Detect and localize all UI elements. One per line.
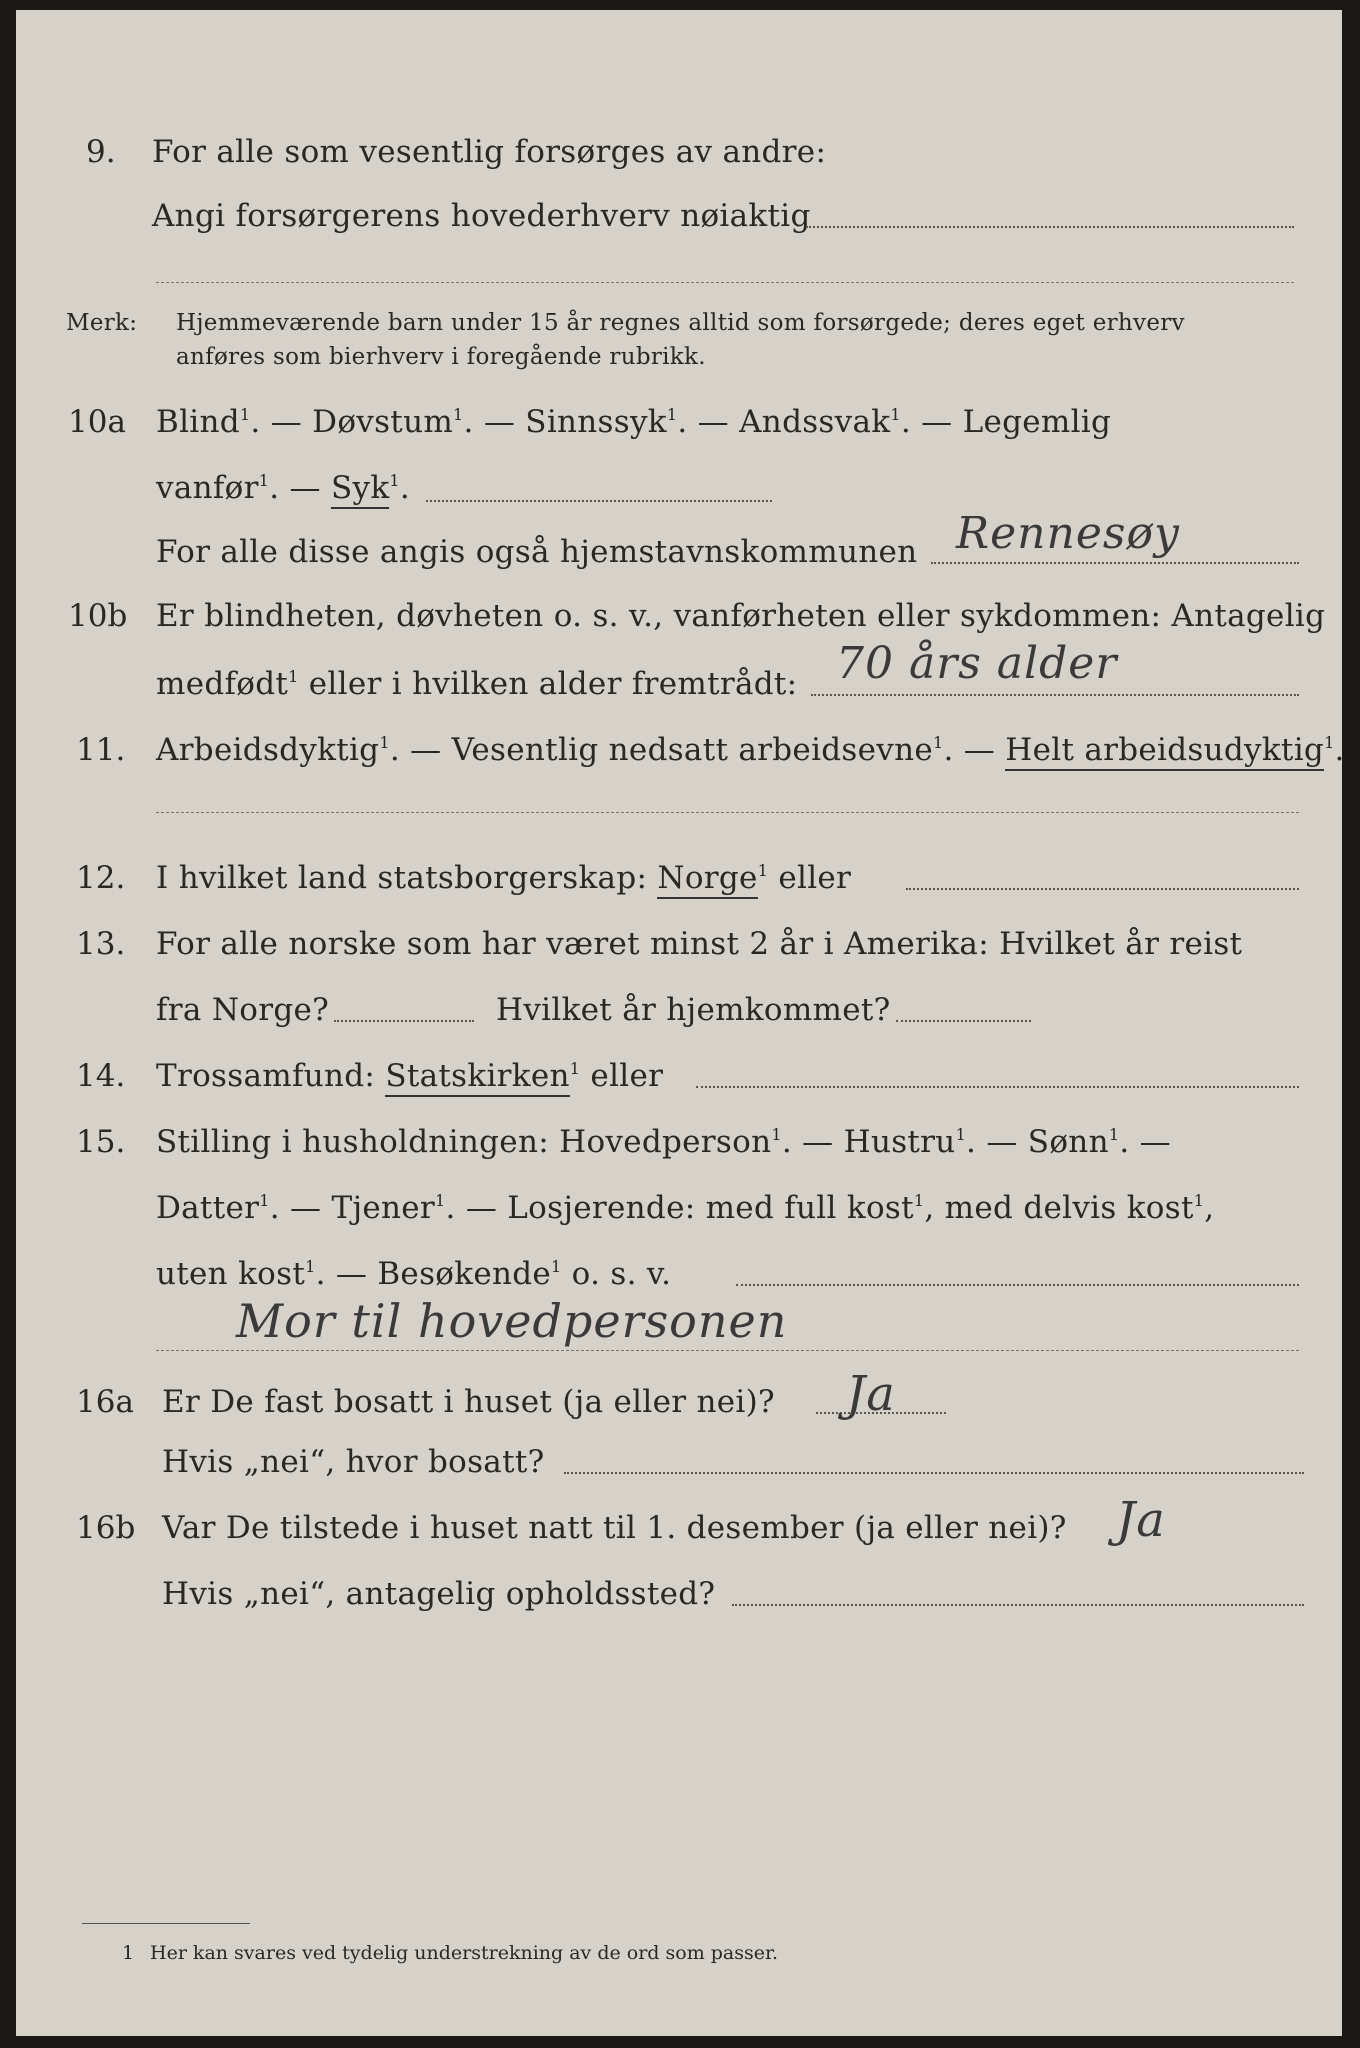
question-10b-line-1: Er blindheten, døvheten o. s. v., vanførheten eller sykdommen: Antagelig xyxy=(156,598,1326,634)
question-10a-number: 10a xyxy=(68,404,126,440)
question-11-extra-line xyxy=(156,812,1299,813)
question-13-number: 13. xyxy=(76,926,126,962)
question-9-extra-line xyxy=(156,282,1294,283)
question-14-text xyxy=(156,1056,663,1096)
question-16b-line-2: Hvis „nei“, antagelig opholdssted? xyxy=(162,1576,716,1612)
question-10a-syk-suffix: $^1$. xyxy=(389,470,411,506)
question-15-line-1: Stilling i husholdningen: Hovedperson$^1$. — Hustru$^1$. — Sønn$^1$. — xyxy=(156,1124,1171,1160)
question-16b-line-1: Var De tilstede i huset natt til 1. desember (ja eller nei)? xyxy=(162,1510,1067,1546)
question-14-answer-line xyxy=(696,1086,1299,1088)
question-10a-answer-line xyxy=(931,562,1299,564)
question-16a-line-2: Hvis „nei“, hvor bosatt? xyxy=(162,1444,545,1480)
question-12-underlined-answer: Norge xyxy=(657,860,757,899)
question-10a-syk-line xyxy=(426,500,772,502)
question-15-line-2: Datter$^1$. — Tjener$^1$. — Losjerende: med full kost$^1$, med delvis kost$^1$, xyxy=(156,1190,1215,1226)
question-12-answer-line xyxy=(906,888,1299,890)
question-10b-handwritten-answer: 70 års alder xyxy=(836,638,1118,689)
question-16b-number: 16b xyxy=(76,1510,136,1546)
question-9-line-2: Angi forsørgerens hovederhverv nøiaktig xyxy=(152,198,811,234)
note-line-2: anføres som bierhverv i foregående rubrikk. xyxy=(176,344,706,370)
question-10a-line-1: Blind$^1$. — Døvstum$^1$. — Sinnssyk$^1$. — Andssvak$^1$. — Legemlig xyxy=(156,404,1112,440)
note-label: Merk: xyxy=(66,310,138,336)
question-10a-handwritten-answer: Rennesøy xyxy=(956,508,1180,559)
question-10b-line-2: medfødt$^1$ eller i hvilken alder fremtrådt: xyxy=(156,666,798,702)
question-9-number: 9. xyxy=(86,134,116,170)
question-10a-syk-underlined: Syk xyxy=(331,470,389,509)
question-14-question: Trossamfund: xyxy=(156,1058,386,1094)
question-13-hjemkommet-line xyxy=(896,1020,1031,1022)
question-15-line-3: uten kost$^1$. — Besøkende$^1$ o. s. v. xyxy=(156,1256,672,1292)
question-16a-line-1: Er De fast bosatt i huset (ja eller nei)? xyxy=(162,1384,775,1420)
question-15-answer-line xyxy=(736,1284,1299,1286)
question-10a-line-3: For alle disse angis også hjemstavnskommunen xyxy=(156,534,918,570)
footnote-divider xyxy=(82,1923,250,1924)
question-12-number: 12. xyxy=(76,860,126,896)
question-10a-vanfor: vanfør$^1$. — xyxy=(156,470,331,506)
question-16b-handwritten-answer: Ja xyxy=(1116,1492,1166,1548)
question-14-number: 14. xyxy=(76,1058,126,1094)
question-16b-opholdssted-line xyxy=(732,1604,1304,1606)
question-9-answer-line xyxy=(806,226,1294,228)
census-form-page xyxy=(16,10,1345,2036)
question-11-underlined-answer: Helt arbeidsudyktig xyxy=(1005,732,1324,771)
question-16a-bosatt-line xyxy=(564,1472,1304,1474)
question-15-number: 15. xyxy=(76,1124,126,1160)
footnote-text: Her kan svares ved tydelig understrekning av de ord som passer. xyxy=(150,1942,779,1964)
question-9-line-1: For alle som vesentlig forsørges av andre: xyxy=(152,134,827,170)
question-11-suffix: $^1$. xyxy=(1324,732,1345,768)
question-12-question: I hvilket land statsborgerskap: xyxy=(156,860,658,896)
question-14-underlined-answer: Statskirken xyxy=(385,1058,569,1097)
question-15-handwritten-answer: Mor til hovedpersonen xyxy=(236,1294,788,1348)
question-12-text xyxy=(156,858,851,898)
question-11-number: 11. xyxy=(76,732,126,768)
question-11-text xyxy=(156,730,1345,770)
question-15-extra-line xyxy=(156,1350,1299,1351)
question-13-line-1: For alle norske som har været minst 2 år i Amerika: Hvilket år reist xyxy=(156,926,1243,962)
question-16a-number: 16a xyxy=(76,1384,134,1420)
question-10b-answer-line xyxy=(811,694,1299,696)
note-line-1: Hjemmeværende barn under 15 år regnes alltid som forsørgede; deres eget erhverv xyxy=(176,310,1185,336)
question-13-line-2b: Hvilket år hjemkommet? xyxy=(496,992,891,1028)
question-13-line-2a: fra Norge? xyxy=(156,992,330,1028)
footnote-marker: 1 xyxy=(122,1942,135,1964)
question-10b-number: 10b xyxy=(68,598,128,634)
question-11-options: Arbeidsdyktig$^1$. — Vesentlig nedsatt arbeidsevne$^1$. — xyxy=(156,732,1006,768)
question-16a-handwritten-answer: Ja xyxy=(846,1366,896,1422)
question-12-suffix: $^1$ eller xyxy=(757,860,852,896)
question-10a-line-2 xyxy=(156,468,410,508)
question-13-reist-line xyxy=(334,1020,474,1022)
question-14-suffix: $^1$ eller xyxy=(569,1058,664,1094)
